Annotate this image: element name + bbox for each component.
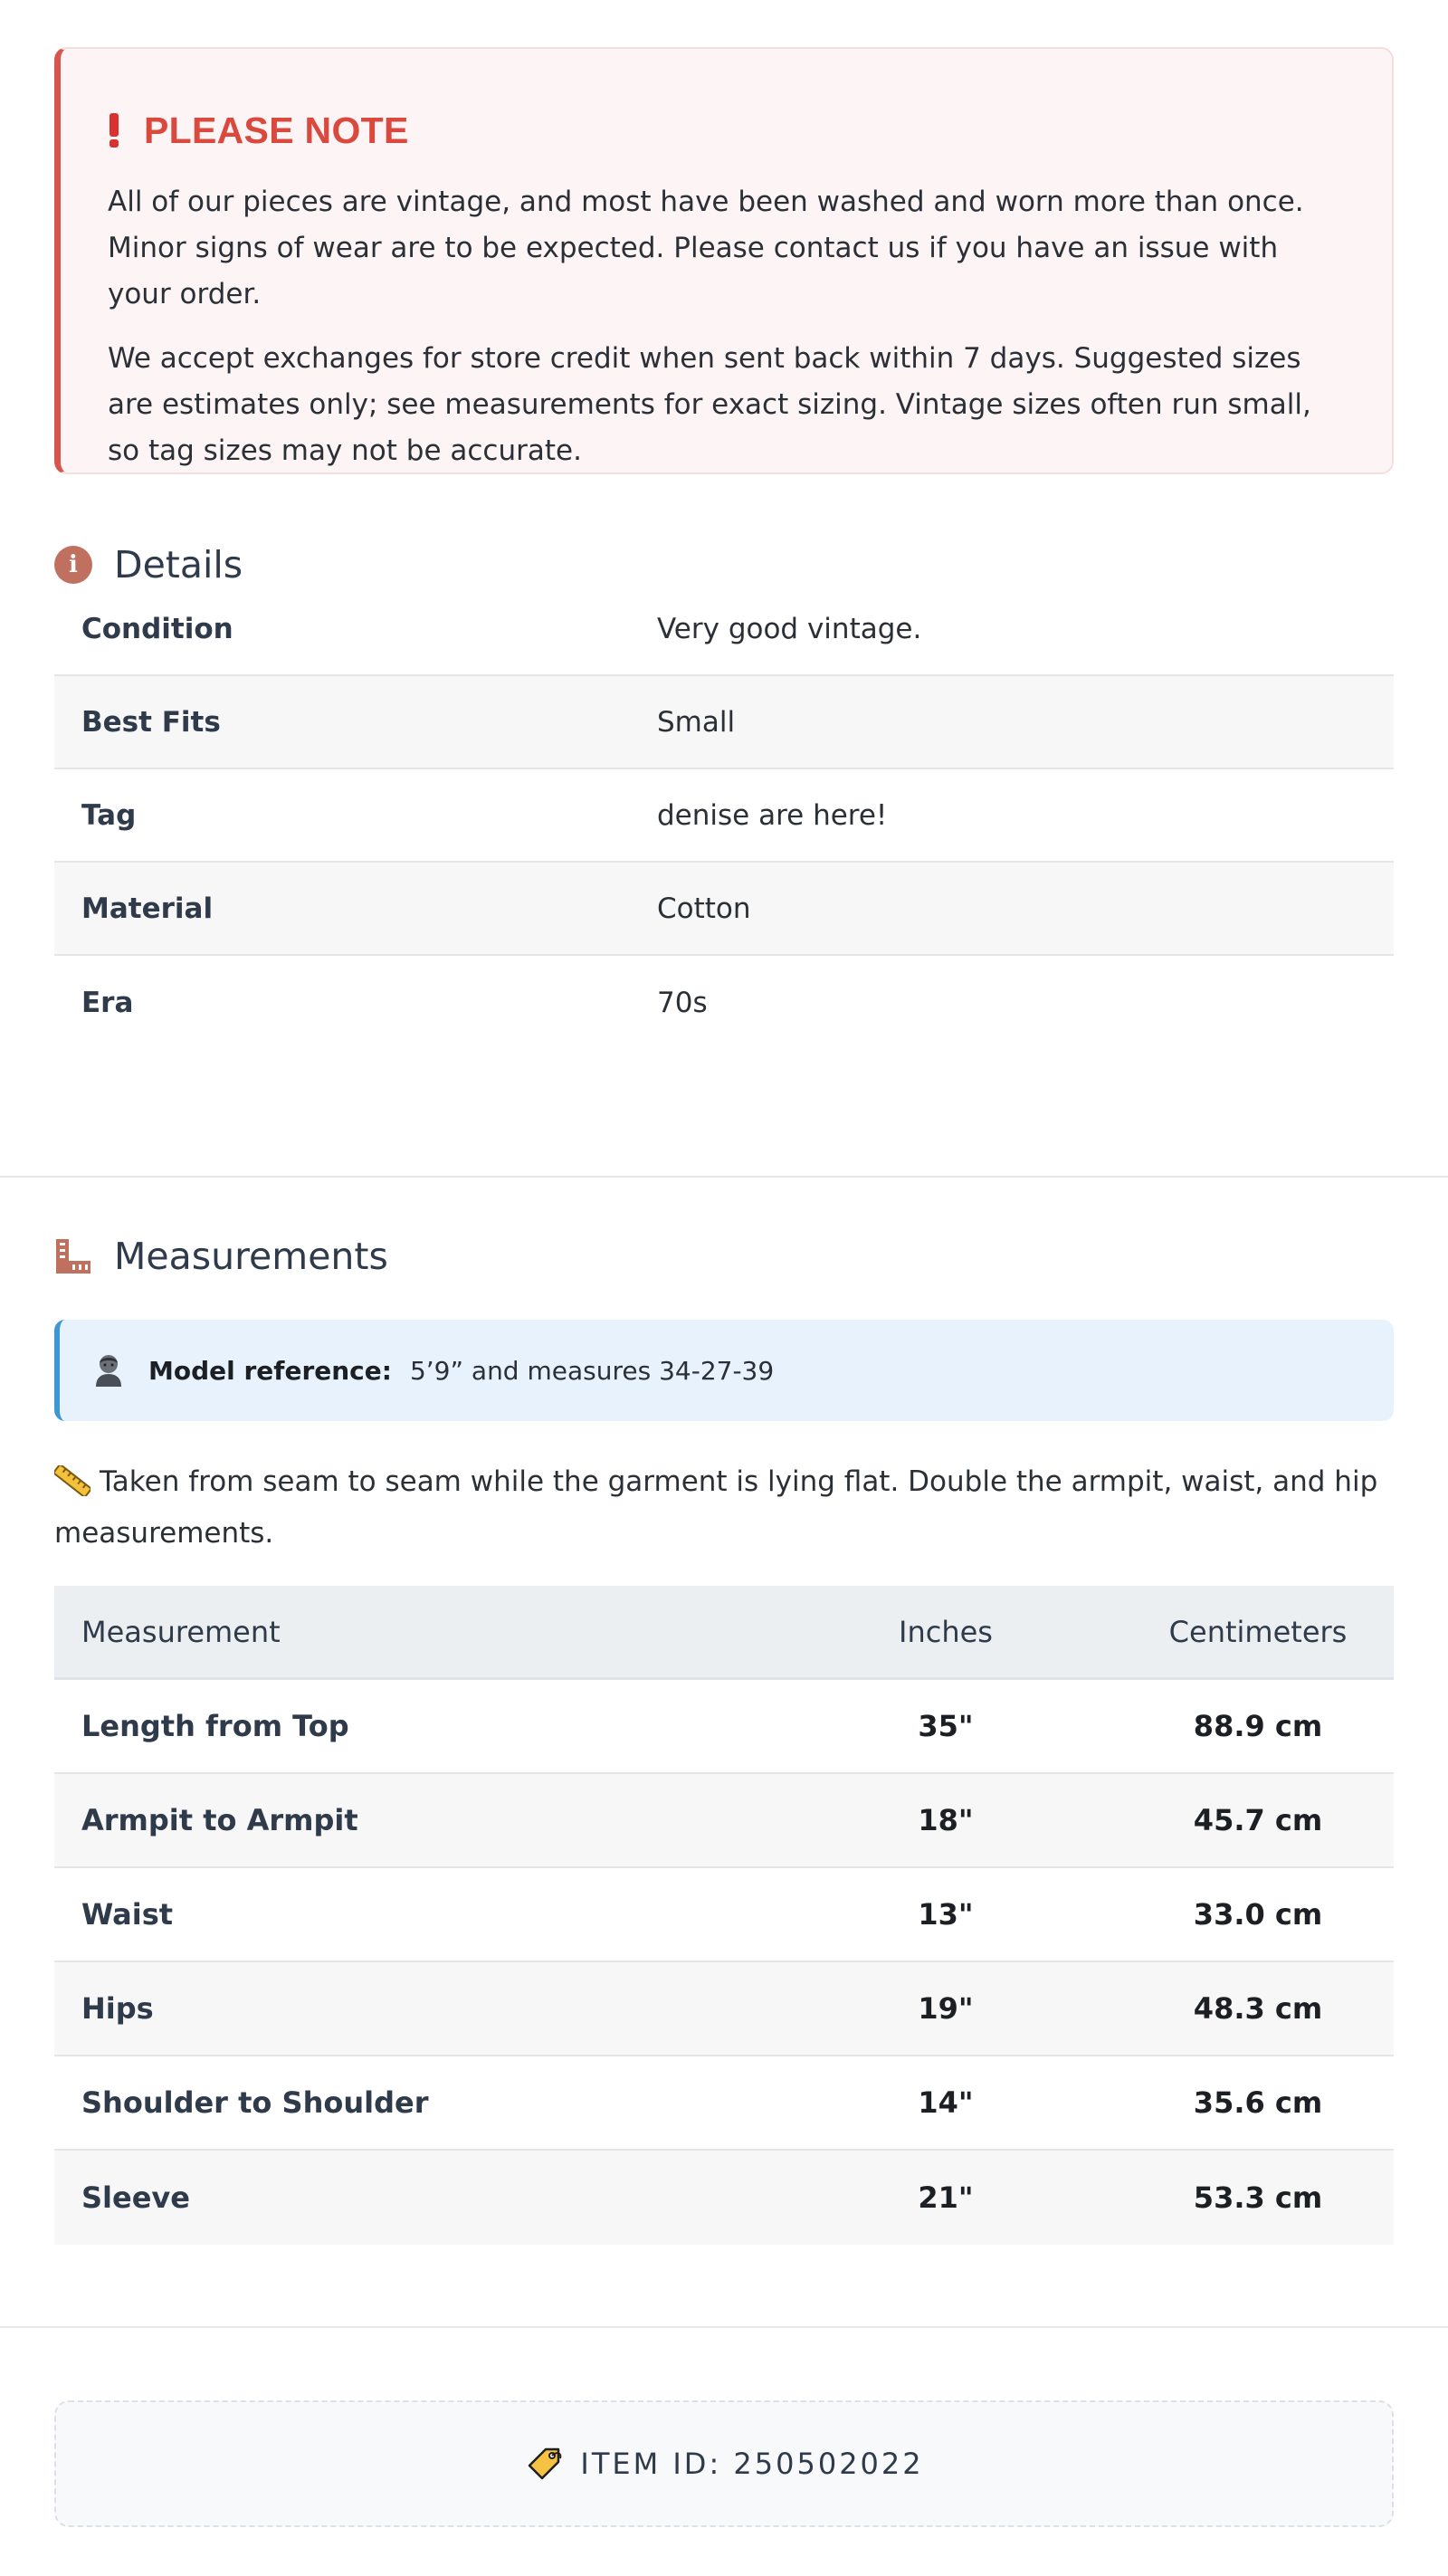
please-note-paragraph: We accept exchanges for store credit when sent back within 7 days. Suggested sizes are estimates only; see measurements for exact sizing. Vintage sizes often run small, so tag sizes may not be accurate.: [108, 342, 1311, 467]
item-id-label: ITEM ID: 250502022: [580, 2447, 924, 2481]
column-header: Inches: [899, 1614, 993, 1649]
details-row: [54, 583, 1394, 676]
measurements-heading: [54, 1235, 388, 1278]
details-label: Condition: [81, 612, 233, 645]
please-note-paragraph: All of our pieces are vintage, and most have been washed and worn more than once. Minor signs of wear are to be expected. Please contact us if you have an issue with your order.: [108, 186, 1304, 310]
ruler-icon: [54, 1237, 92, 1275]
measurement-inches: 14": [918, 2085, 974, 2120]
table-row: [54, 2056, 1394, 2151]
table-row: [54, 1868, 1394, 1962]
measurement-inches: 35": [918, 1709, 974, 1743]
details-value: Very good vintage.: [657, 612, 922, 645]
measurement-inches: 21": [918, 2180, 974, 2215]
details-heading: [54, 543, 243, 587]
model-reference-value: 5’9” and measures 34-27-39: [409, 1355, 775, 1386]
details-value: Cotton: [657, 892, 751, 925]
table-row: [54, 1680, 1394, 1774]
model-reference-label: Model reference:: [148, 1355, 392, 1386]
measurement-name: Length from Top: [81, 1709, 349, 1743]
measurement-name: Sleeve: [81, 2180, 190, 2215]
tag-icon: [524, 2444, 564, 2484]
table-header-row: [54, 1586, 1394, 1680]
please-note-title: PLEASE NOTE: [144, 109, 409, 151]
measurement-note-text: Taken from seam to seam while the garment is lying flat. Double the armpit, waist, and hip measurements.: [54, 1465, 1378, 1550]
measurement-name: Waist: [81, 1897, 174, 1932]
column-header: Centimeters: [1168, 1614, 1348, 1649]
model-reference-box: [54, 1320, 1394, 1421]
measurements-table: [54, 1586, 1394, 2245]
details-row: [54, 863, 1394, 956]
info-icon: i: [54, 546, 92, 584]
measurement-cm: 33.0 cm: [1193, 1897, 1323, 1932]
details-row: [54, 956, 1394, 1049]
person-icon: [92, 1352, 125, 1388]
details-label: Era: [81, 986, 134, 1019]
details-title: Details: [114, 543, 243, 587]
details-row: [54, 769, 1394, 863]
details-row: [54, 676, 1394, 769]
table-row: [54, 1774, 1394, 1868]
table-row: [54, 2151, 1394, 2245]
table-row: [54, 1962, 1394, 2056]
section-divider: [0, 2326, 1448, 2328]
please-note-box: [54, 47, 1394, 474]
details-value: denise are here!: [657, 798, 888, 832]
details-label: Material: [81, 892, 214, 925]
measurement-cm: 35.6 cm: [1193, 2085, 1323, 2120]
details-value: Small: [657, 705, 736, 739]
measurement-cm: 53.3 cm: [1193, 2180, 1323, 2215]
measurement-inches: 18": [918, 1803, 974, 1837]
measurement-name: Hips: [81, 1991, 154, 2026]
details-label: Tag: [81, 798, 137, 832]
ruler-icon: [54, 1465, 90, 1511]
measurement-cm: 88.9 cm: [1193, 1709, 1323, 1743]
measurement-name: Armpit to Armpit: [81, 1803, 358, 1837]
exclamation-icon: [108, 113, 120, 148]
measurement-cm: 45.7 cm: [1193, 1803, 1323, 1837]
measurement-cm: 48.3 cm: [1193, 1991, 1323, 2026]
details-label: Best Fits: [81, 705, 221, 739]
section-divider: [0, 1176, 1448, 1178]
measurement-note: [54, 1459, 1394, 1557]
column-header: Measurement: [81, 1614, 281, 1649]
please-note-header: [108, 101, 1343, 159]
details-table: [54, 583, 1394, 1049]
item-id-box: [54, 2400, 1394, 2527]
details-value: 70s: [657, 986, 708, 1019]
measurement-inches: 13": [918, 1897, 974, 1932]
measurement-name: Shoulder to Shoulder: [81, 2085, 429, 2120]
measurement-inches: 19": [918, 1991, 974, 2026]
measurements-title: Measurements: [114, 1235, 388, 1278]
